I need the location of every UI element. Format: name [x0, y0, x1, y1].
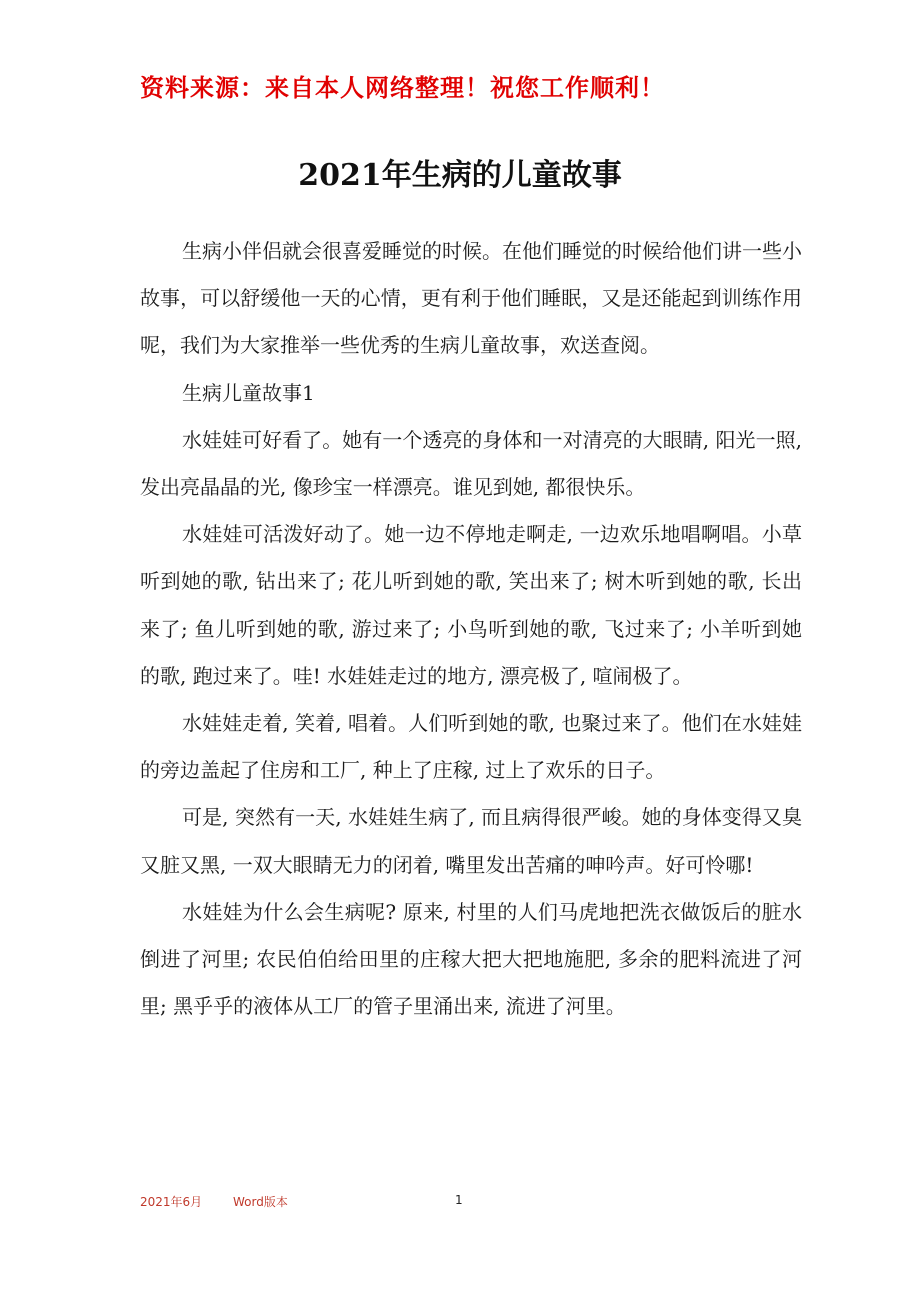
- footer-date: 2021年6月: [140, 1195, 203, 1209]
- intro-paragraph: 生病小伴侣就会很喜爱睡觉的时候。在他们睡觉的时候给他们讲一些小故事，可以舒缓他一天的心情，更有利于他们睡眠，又是还能起到训练作用呢，我们为大家推举一些优秀的生病儿童故事，欢送查阅。: [140, 239, 802, 358]
- document-title: 2021年生病的儿童故事: [298, 158, 622, 193]
- story-paragraph: 水娃娃走着, 笑着, 唱着。人们听到她的歌, 也聚过来了。他们在水娃娃的旁边盖起了住房和工厂, 种上了庄稼, 过上了欢乐的日子。: [140, 711, 802, 783]
- document-body: [140, 228, 802, 1030]
- source-banner: 资料来源：来自本人网络整理！祝您工作顺利！: [140, 74, 665, 102]
- story-paragraph: 水娃娃可活泼好动了。她一边不停地走啊走, 一边欢乐地唱啊唱。小草听到她的歌, 钻出来了; 花儿听到她的歌, 笑出来了; 树木听到她的歌, 长出来了; 鱼儿听到她的歌, 游过来了; 小鸟听到她的歌, 飞过来了; 小羊听到她的歌, 跑过来了。哇! 水娃娃走过的地方, 漂亮极了, 喧闹极了。: [140, 522, 802, 688]
- footer-version: Word版本: [233, 1195, 288, 1209]
- story-paragraph: 可是, 突然有一天, 水娃娃生病了, 而且病得很严峻。她的身体变得又臭又脏又黑, 一双大眼睛无力的闭着, 嘴里发出苦痛的呻吟声。好可怜哪!: [140, 805, 802, 877]
- page-number: 1: [455, 1193, 463, 1207]
- story-paragraph: 水娃娃可好看了。她有一个透亮的身体和一对清亮的大眼睛, 阳光一照, 发出亮晶晶的光, 像珍宝一样漂亮。谁见到她, 都很快乐。: [140, 427, 802, 500]
- story-heading: 生病儿童故事1: [182, 380, 315, 405]
- story-paragraph: 水娃娃为什么会生病呢? 原来, 村里的人们马虎地把洗衣做饭后的脏水倒进了河里; 农民伯伯给田里的庄稼大把大把地施肥, 多余的肥料流进了河里; 黑乎乎的液体从工厂的管子里涌出来, 流进了河里。: [140, 899, 802, 1019]
